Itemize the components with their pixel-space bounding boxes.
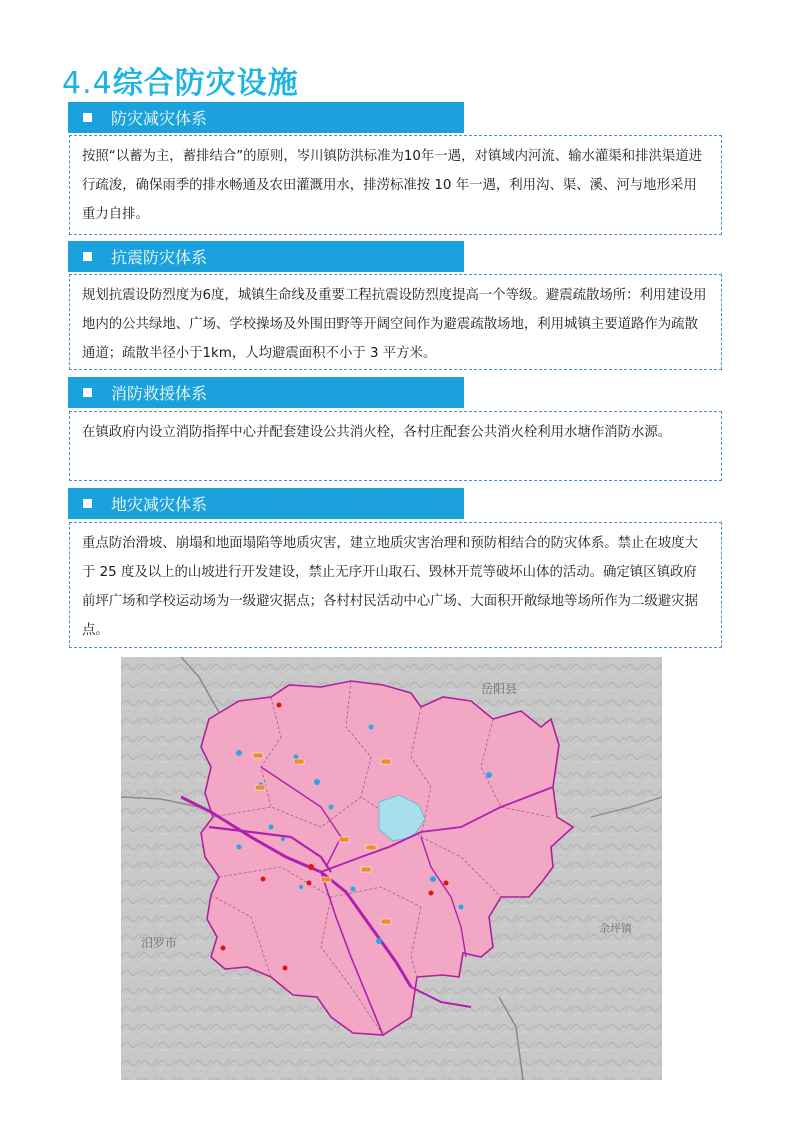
section-header-label: 防灾减灾体系 bbox=[111, 109, 208, 128]
section-paragraph: 在镇政府内设立消防指挥中心并配套建设公共消火栓，各村庄配套公共消火栓利用水塘作消防水源。 bbox=[82, 425, 672, 440]
title-number: 4.4 bbox=[62, 66, 113, 101]
section-paragraph: 规划抗震设防烈度为6度，城镇生命线及重要工程抗震设防烈度提高一个等级。避震疏散场所：利用建设用地内的公共绿地、广场、学校操场及外围田野等开阔空间作为避震疏散场地，利用城镇主要道路作为疏散通道；疏散半径小于1km，人均避震面积不小于 3 平方米。 bbox=[82, 288, 707, 361]
section-body-flood bbox=[69, 135, 722, 235]
disaster-prevention-map bbox=[121, 657, 662, 1080]
map-label-north: 岳阳县 bbox=[481, 682, 518, 696]
square-bullet-icon bbox=[83, 252, 92, 261]
map-label-west: 汨罗市 bbox=[141, 936, 178, 950]
section-header-label: 抗震防灾体系 bbox=[111, 248, 208, 267]
square-bullet-icon bbox=[83, 499, 92, 508]
section-header-fire bbox=[68, 377, 464, 408]
map-svg bbox=[121, 657, 662, 1080]
section-paragraph: 重点防治滑坡、崩塌和地面塌陷等地质灾害，建立地质灾害治理和预防相结合的防灾体系。禁止在坡度大于 25 度及以上的山坡进行开发建设，禁止无序开山取石、毁林开荒等破坏山体的活动。确定镇区镇政府前坪广场和学校运动场为一级避灾据点；各村村民活动中心广场、大面积开敞绿地等场所作为二级避灾据点。 bbox=[82, 536, 698, 638]
section-body-fire bbox=[69, 411, 722, 481]
section-header-geohazard bbox=[68, 488, 464, 519]
title-text: 综合防灾设施 bbox=[112, 66, 299, 101]
section-body-earthquake bbox=[69, 274, 722, 370]
page-title bbox=[62, 58, 299, 102]
square-bullet-icon bbox=[83, 113, 92, 122]
section-paragraph: 按照“以蓄为主，蓄排结合”的原则，岑川镇防洪标准为10年一遇，对镇域内河流、输水灌渠和排洪渠道进行疏浚，确保雨季的排水畅通及农田灌溉用水，排涝标准按 10 年一遇，利用沟、渠、溪、河与地形采用重力自排。 bbox=[82, 149, 703, 222]
section-header-label: 地灾减灾体系 bbox=[111, 495, 208, 514]
map-label-east: 余坪镇 bbox=[599, 923, 632, 935]
section-header-earthquake bbox=[68, 241, 464, 272]
section-body-geohazard bbox=[69, 522, 722, 648]
square-bullet-icon bbox=[83, 388, 92, 397]
section-header-flood bbox=[68, 102, 464, 133]
section-header-label: 消防救援体系 bbox=[111, 384, 208, 403]
